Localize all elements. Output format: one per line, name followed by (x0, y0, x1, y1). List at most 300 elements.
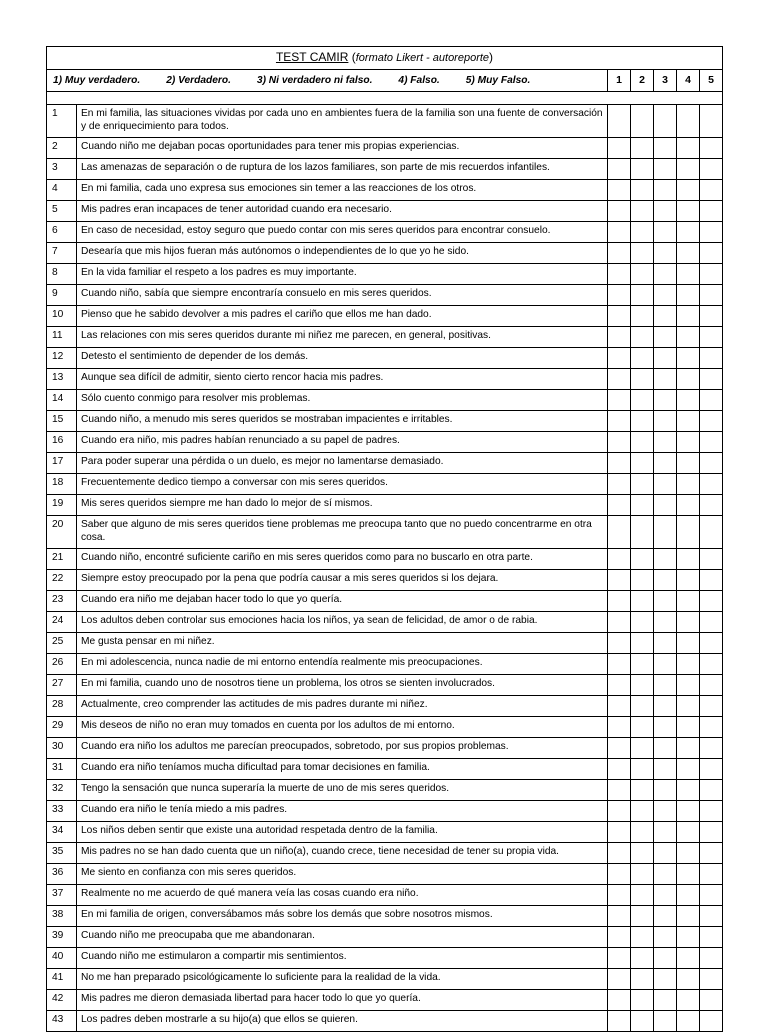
answer-cell-1[interactable] (608, 159, 631, 180)
answer-cell-3[interactable] (654, 990, 677, 1011)
answer-cell-1[interactable] (608, 105, 631, 138)
answer-cell-1[interactable] (608, 306, 631, 327)
question-row (47, 906, 723, 927)
question-number: 21 (47, 549, 77, 570)
question-row (47, 822, 723, 843)
answer-cell-1[interactable] (608, 390, 631, 411)
answer-cell-4[interactable] (677, 885, 700, 906)
answer-cell-1[interactable] (608, 327, 631, 348)
question-row (47, 105, 723, 138)
answer-cell-1[interactable] (608, 570, 631, 591)
answer-cell-2[interactable] (631, 369, 654, 390)
answer-cell-4[interactable] (677, 411, 700, 432)
question-number: 29 (47, 717, 77, 738)
answer-cell-5[interactable] (700, 969, 723, 990)
question-row (47, 633, 723, 654)
answer-cell-3[interactable] (654, 243, 677, 264)
answer-cell-4[interactable] (677, 159, 700, 180)
answer-cell-1[interactable] (608, 474, 631, 495)
question-row (47, 411, 723, 432)
question-number: 20 (47, 516, 77, 549)
answer-cell-5[interactable] (700, 495, 723, 516)
question-row (47, 570, 723, 591)
answer-cell-3[interactable] (654, 180, 677, 201)
answer-cell-4[interactable] (677, 906, 700, 927)
answer-cell-5[interactable] (700, 306, 723, 327)
answer-cell-5[interactable] (700, 612, 723, 633)
answer-cell-4[interactable] (677, 516, 700, 549)
test-title: TEST CAMIR (275, 50, 349, 64)
answer-cell-1[interactable] (608, 696, 631, 717)
question-text: Cuando niño me dejaban pocas oportunidades para tener mis propias experiencias. (77, 138, 608, 159)
question-text: Me siento en confianza con mis seres queridos. (77, 864, 608, 885)
answer-cell-3[interactable] (654, 738, 677, 759)
question-row (47, 591, 723, 612)
answer-cell-2[interactable] (631, 105, 654, 138)
answer-cell-3[interactable] (654, 948, 677, 969)
answer-cell-5[interactable] (700, 222, 723, 243)
answer-cell-5[interactable] (700, 906, 723, 927)
answer-cell-3[interactable] (654, 390, 677, 411)
question-text: Aunque sea difícil de admitir, siento cierto rencor hacia mis padres. (77, 369, 608, 390)
answer-cell-1[interactable] (608, 516, 631, 549)
question-text: Los padres deben mostrarle a su hijo(a) que ellos se quieren. (77, 1011, 608, 1032)
answer-cell-2[interactable] (631, 759, 654, 780)
question-number: 28 (47, 696, 77, 717)
answer-cell-5[interactable] (700, 927, 723, 948)
answer-cell-1[interactable] (608, 864, 631, 885)
question-row (47, 138, 723, 159)
question-number: 27 (47, 675, 77, 696)
question-text: Desearía que mis hijos fueran más autónomos o independientes de lo que yo he sido. (77, 243, 608, 264)
answer-cell-4[interactable] (677, 105, 700, 138)
question-row (47, 390, 723, 411)
answer-cell-3[interactable] (654, 759, 677, 780)
answer-cell-1[interactable] (608, 222, 631, 243)
answer-cell-1[interactable] (608, 201, 631, 222)
answer-cell-5[interactable] (700, 243, 723, 264)
answer-cell-5[interactable] (700, 990, 723, 1011)
answer-cell-4[interactable] (677, 780, 700, 801)
answer-cell-5[interactable] (700, 843, 723, 864)
answer-cell-2[interactable] (631, 570, 654, 591)
answer-cell-4[interactable] (677, 180, 700, 201)
question-number: 16 (47, 432, 77, 453)
question-text: Realmente no me acuerdo de qué manera veía las cosas cuando era niño. (77, 885, 608, 906)
question-number: 25 (47, 633, 77, 654)
answer-cell-4[interactable] (677, 222, 700, 243)
question-text: Los adultos deben controlar sus emociones hacia los niños, ya sean de felicidad, de amor o de rabia. (77, 612, 608, 633)
scale-legend (47, 70, 608, 92)
answer-cell-3[interactable] (654, 348, 677, 369)
question-row (47, 201, 723, 222)
question-number: 23 (47, 591, 77, 612)
answer-cell-3[interactable] (654, 516, 677, 549)
answer-cell-1[interactable] (608, 591, 631, 612)
question-row (47, 264, 723, 285)
answer-cell-3[interactable] (654, 675, 677, 696)
answer-cell-2[interactable] (631, 243, 654, 264)
answer-cell-4[interactable] (677, 306, 700, 327)
answer-cell-3[interactable] (654, 285, 677, 306)
answer-cell-4[interactable] (677, 759, 700, 780)
question-text: En mi familia, las situaciones vividas por cada uno en ambientes fuera de la familia son una fuente de conversación y de enriquecimiento para todos. (77, 105, 608, 138)
answer-cell-4[interactable] (677, 549, 700, 570)
answer-cell-5[interactable] (700, 201, 723, 222)
answer-cell-4[interactable] (677, 654, 700, 675)
answer-cell-2[interactable] (631, 906, 654, 927)
question-row (47, 948, 723, 969)
question-number: 15 (47, 411, 77, 432)
answer-cell-3[interactable] (654, 654, 677, 675)
answer-cell-4[interactable] (677, 495, 700, 516)
answer-cell-3[interactable] (654, 969, 677, 990)
answer-cell-2[interactable] (631, 138, 654, 159)
question-text: Cuando niño me preocupaba que me abandonaran. (77, 927, 608, 948)
answer-cell-5[interactable] (700, 717, 723, 738)
answer-cell-2[interactable] (631, 327, 654, 348)
answer-cell-5[interactable] (700, 549, 723, 570)
answer-cell-1[interactable] (608, 612, 631, 633)
title-cell (47, 47, 723, 70)
question-row (47, 243, 723, 264)
answer-cell-2[interactable] (631, 654, 654, 675)
answer-cell-1[interactable] (608, 675, 631, 696)
question-number: 32 (47, 780, 77, 801)
answer-cell-3[interactable] (654, 1011, 677, 1032)
answer-cell-2[interactable] (631, 696, 654, 717)
answer-cell-5[interactable] (700, 864, 723, 885)
question-row (47, 306, 723, 327)
question-text: Cuando niño, a menudo mis seres queridos se mostraban impacientes e irritables. (77, 411, 608, 432)
answer-cell-4[interactable] (677, 348, 700, 369)
question-number: 33 (47, 801, 77, 822)
answer-cell-4[interactable] (677, 474, 700, 495)
answer-cell-4[interactable] (677, 990, 700, 1011)
answer-cell-2[interactable] (631, 927, 654, 948)
questionnaire-sheet (46, 46, 722, 1032)
answer-cell-2[interactable] (631, 453, 654, 474)
answer-cell-3[interactable] (654, 780, 677, 801)
answer-cell-4[interactable] (677, 948, 700, 969)
answer-cell-1[interactable] (608, 843, 631, 864)
answer-cell-4[interactable] (677, 369, 700, 390)
answer-cell-1[interactable] (608, 927, 631, 948)
answer-cell-5[interactable] (700, 633, 723, 654)
answer-cell-3[interactable] (654, 369, 677, 390)
answer-cell-2[interactable] (631, 474, 654, 495)
question-row (47, 654, 723, 675)
answer-cell-5[interactable] (700, 411, 723, 432)
answer-cell-5[interactable] (700, 591, 723, 612)
question-text: Cuando era niño teníamos mucha dificultad para tomar decisiones en familia. (77, 759, 608, 780)
answer-cell-4[interactable] (677, 738, 700, 759)
answer-cell-5[interactable] (700, 105, 723, 138)
answer-cell-5[interactable] (700, 696, 723, 717)
scale-option-1: 1) Muy verdadero. (53, 75, 141, 86)
answer-cell-2[interactable] (631, 549, 654, 570)
answer-cell-3[interactable] (654, 717, 677, 738)
answer-cell-3[interactable] (654, 696, 677, 717)
answer-cell-2[interactable] (631, 222, 654, 243)
answer-cell-2[interactable] (631, 843, 654, 864)
answer-cell-3[interactable] (654, 801, 677, 822)
answer-cell-2[interactable] (631, 495, 654, 516)
question-number: 30 (47, 738, 77, 759)
answer-cell-5[interactable] (700, 516, 723, 549)
answer-cell-5[interactable] (700, 801, 723, 822)
answer-cell-5[interactable] (700, 1011, 723, 1032)
answer-cell-3[interactable] (654, 105, 677, 138)
question-row (47, 495, 723, 516)
answer-cell-2[interactable] (631, 411, 654, 432)
answer-cell-3[interactable] (654, 570, 677, 591)
question-number: 2 (47, 138, 77, 159)
answer-cell-2[interactable] (631, 306, 654, 327)
answer-cell-2[interactable] (631, 633, 654, 654)
answer-cell-5[interactable] (700, 885, 723, 906)
question-number: 3 (47, 159, 77, 180)
answer-cell-2[interactable] (631, 285, 654, 306)
answer-cell-5[interactable] (700, 780, 723, 801)
question-text: Para poder superar una pérdida o un duelo, es mejor no lamentarse demasiado. (77, 453, 608, 474)
answer-cell-2[interactable] (631, 822, 654, 843)
answer-cell-2[interactable] (631, 738, 654, 759)
answer-cell-4[interactable] (677, 969, 700, 990)
answer-cell-1[interactable] (608, 264, 631, 285)
question-row (47, 780, 723, 801)
answer-cell-1[interactable] (608, 822, 631, 843)
answer-cell-2[interactable] (631, 717, 654, 738)
answer-cell-5[interactable] (700, 759, 723, 780)
question-row (47, 990, 723, 1011)
answer-cell-4[interactable] (677, 390, 700, 411)
answer-cell-4[interactable] (677, 1011, 700, 1032)
question-row (47, 969, 723, 990)
answer-cell-3[interactable] (654, 822, 677, 843)
answer-cell-2[interactable] (631, 885, 654, 906)
answer-cell-4[interactable] (677, 633, 700, 654)
answer-cell-1[interactable] (608, 1011, 631, 1032)
answer-cell-4[interactable] (677, 453, 700, 474)
answer-cell-3[interactable] (654, 264, 677, 285)
answer-cell-3[interactable] (654, 306, 677, 327)
answer-cell-1[interactable] (608, 453, 631, 474)
question-number: 11 (47, 327, 77, 348)
answer-cell-1[interactable] (608, 759, 631, 780)
test-subtitle: formato Likert - autoreporte (355, 52, 490, 64)
answer-cell-4[interactable] (677, 717, 700, 738)
question-row (47, 1011, 723, 1032)
question-number: 1 (47, 105, 77, 138)
question-row (47, 180, 723, 201)
answer-cell-2[interactable] (631, 801, 654, 822)
answer-cell-4[interactable] (677, 327, 700, 348)
answer-cell-1[interactable] (608, 717, 631, 738)
answer-cell-4[interactable] (677, 591, 700, 612)
answer-cell-3[interactable] (654, 411, 677, 432)
question-row (47, 432, 723, 453)
answer-cell-2[interactable] (631, 990, 654, 1011)
answer-cell-5[interactable] (700, 432, 723, 453)
answer-cell-3[interactable] (654, 474, 677, 495)
answer-cell-1[interactable] (608, 633, 631, 654)
answer-cell-2[interactable] (631, 969, 654, 990)
answer-cell-1[interactable] (608, 432, 631, 453)
answer-cell-3[interactable] (654, 495, 677, 516)
scale-option-5: 5) Muy Falso. (465, 75, 531, 86)
question-number: 41 (47, 969, 77, 990)
answer-cell-2[interactable] (631, 864, 654, 885)
answer-cell-2[interactable] (631, 390, 654, 411)
question-row (47, 864, 723, 885)
answer-cell-4[interactable] (677, 843, 700, 864)
answer-cell-4[interactable] (677, 696, 700, 717)
answer-cell-1[interactable] (608, 990, 631, 1011)
question-number: 34 (47, 822, 77, 843)
question-text: Frecuentemente dedico tiempo a conversar con mis seres queridos. (77, 474, 608, 495)
answer-cell-5[interactable] (700, 390, 723, 411)
answer-cell-3[interactable] (654, 591, 677, 612)
answer-cell-4[interactable] (677, 201, 700, 222)
question-row (47, 474, 723, 495)
answer-cell-3[interactable] (654, 327, 677, 348)
answer-cell-4[interactable] (677, 264, 700, 285)
answer-cell-2[interactable] (631, 948, 654, 969)
answer-cell-1[interactable] (608, 801, 631, 822)
subtitle-close: ) (489, 50, 494, 64)
answer-cell-3[interactable] (654, 906, 677, 927)
question-row (47, 675, 723, 696)
answer-cell-2[interactable] (631, 201, 654, 222)
question-number: 5 (47, 201, 77, 222)
answer-cell-1[interactable] (608, 948, 631, 969)
answer-cell-5[interactable] (700, 159, 723, 180)
answer-cell-5[interactable] (700, 264, 723, 285)
question-row (47, 738, 723, 759)
question-number: 4 (47, 180, 77, 201)
question-text: Los niños deben sentir que existe una autoridad respetada dentro de la familia. (77, 822, 608, 843)
answer-cell-2[interactable] (631, 516, 654, 549)
answer-cell-5[interactable] (700, 369, 723, 390)
answer-cell-1[interactable] (608, 138, 631, 159)
question-text: En la vida familiar el respeto a los padres es muy importante. (77, 264, 608, 285)
answer-cell-2[interactable] (631, 432, 654, 453)
answer-cell-4[interactable] (677, 285, 700, 306)
subtitle-open: ( (348, 50, 356, 64)
answer-cell-4[interactable] (677, 138, 700, 159)
answer-cell-3[interactable] (654, 432, 677, 453)
answer-cell-4[interactable] (677, 801, 700, 822)
answer-cell-1[interactable] (608, 549, 631, 570)
answer-cell-1[interactable] (608, 654, 631, 675)
answer-cell-2[interactable] (631, 180, 654, 201)
answer-cell-3[interactable] (654, 927, 677, 948)
answer-cell-3[interactable] (654, 864, 677, 885)
answer-cell-4[interactable] (677, 432, 700, 453)
answer-cell-5[interactable] (700, 570, 723, 591)
answer-cell-5[interactable] (700, 738, 723, 759)
answer-cell-3[interactable] (654, 159, 677, 180)
answer-cell-4[interactable] (677, 822, 700, 843)
answer-cell-4[interactable] (677, 927, 700, 948)
answer-cell-5[interactable] (700, 348, 723, 369)
question-text: Me gusta pensar en mi niñez. (77, 633, 608, 654)
answer-cell-2[interactable] (631, 264, 654, 285)
question-row (47, 885, 723, 906)
answer-cell-3[interactable] (654, 201, 677, 222)
answer-cell-1[interactable] (608, 243, 631, 264)
question-row (47, 801, 723, 822)
answer-cell-5[interactable] (700, 327, 723, 348)
answer-cell-3[interactable] (654, 612, 677, 633)
question-text: Tengo la sensación que nunca superaría la muerte de uno de mis seres queridos. (77, 780, 608, 801)
answer-cell-4[interactable] (677, 570, 700, 591)
answer-cell-5[interactable] (700, 675, 723, 696)
answer-cell-1[interactable] (608, 411, 631, 432)
answer-cell-2[interactable] (631, 1011, 654, 1032)
answer-cell-1[interactable] (608, 348, 631, 369)
question-number: 7 (47, 243, 77, 264)
answer-cell-4[interactable] (677, 675, 700, 696)
answer-cell-1[interactable] (608, 285, 631, 306)
answer-cell-3[interactable] (654, 138, 677, 159)
answer-cell-3[interactable] (654, 843, 677, 864)
answer-cell-3[interactable] (654, 549, 677, 570)
question-text: Actualmente, creo comprender las actitudes de mis padres durante mi niñez. (77, 696, 608, 717)
answer-cell-2[interactable] (631, 348, 654, 369)
answer-cell-1[interactable] (608, 369, 631, 390)
question-text: En caso de necesidad, estoy seguro que puedo contar con mis seres queridos para encontrar consuelo. (77, 222, 608, 243)
answer-cell-1[interactable] (608, 180, 631, 201)
answer-cell-2[interactable] (631, 612, 654, 633)
answer-cell-4[interactable] (677, 243, 700, 264)
answer-cell-5[interactable] (700, 453, 723, 474)
answer-cell-1[interactable] (608, 885, 631, 906)
question-number: 31 (47, 759, 77, 780)
answer-cell-5[interactable] (700, 822, 723, 843)
question-number: 9 (47, 285, 77, 306)
answer-cell-5[interactable] (700, 180, 723, 201)
answer-cell-5[interactable] (700, 285, 723, 306)
answer-cell-4[interactable] (677, 612, 700, 633)
answer-cell-4[interactable] (677, 864, 700, 885)
question-number: 43 (47, 1011, 77, 1032)
question-number: 17 (47, 453, 77, 474)
answer-cell-3[interactable] (654, 453, 677, 474)
answer-cell-2[interactable] (631, 159, 654, 180)
answer-cell-5[interactable] (700, 654, 723, 675)
answer-cell-5[interactable] (700, 948, 723, 969)
answer-cell-2[interactable] (631, 780, 654, 801)
answer-cell-1[interactable] (608, 738, 631, 759)
answer-cell-5[interactable] (700, 474, 723, 495)
question-row (47, 285, 723, 306)
question-text: En mi familia de origen, conversábamos más sobre los demás que sobre nosotros mismos. (77, 906, 608, 927)
answer-cell-1[interactable] (608, 969, 631, 990)
answer-cell-3[interactable] (654, 222, 677, 243)
question-text: Mis padres eran incapaces de tener autoridad cuando era necesario. (77, 201, 608, 222)
answer-cell-3[interactable] (654, 633, 677, 654)
question-number: 19 (47, 495, 77, 516)
answer-cell-3[interactable] (654, 885, 677, 906)
answer-cell-1[interactable] (608, 906, 631, 927)
answer-cell-2[interactable] (631, 675, 654, 696)
answer-cell-1[interactable] (608, 495, 631, 516)
answer-cell-2[interactable] (631, 591, 654, 612)
answer-cell-5[interactable] (700, 138, 723, 159)
answer-cell-1[interactable] (608, 780, 631, 801)
